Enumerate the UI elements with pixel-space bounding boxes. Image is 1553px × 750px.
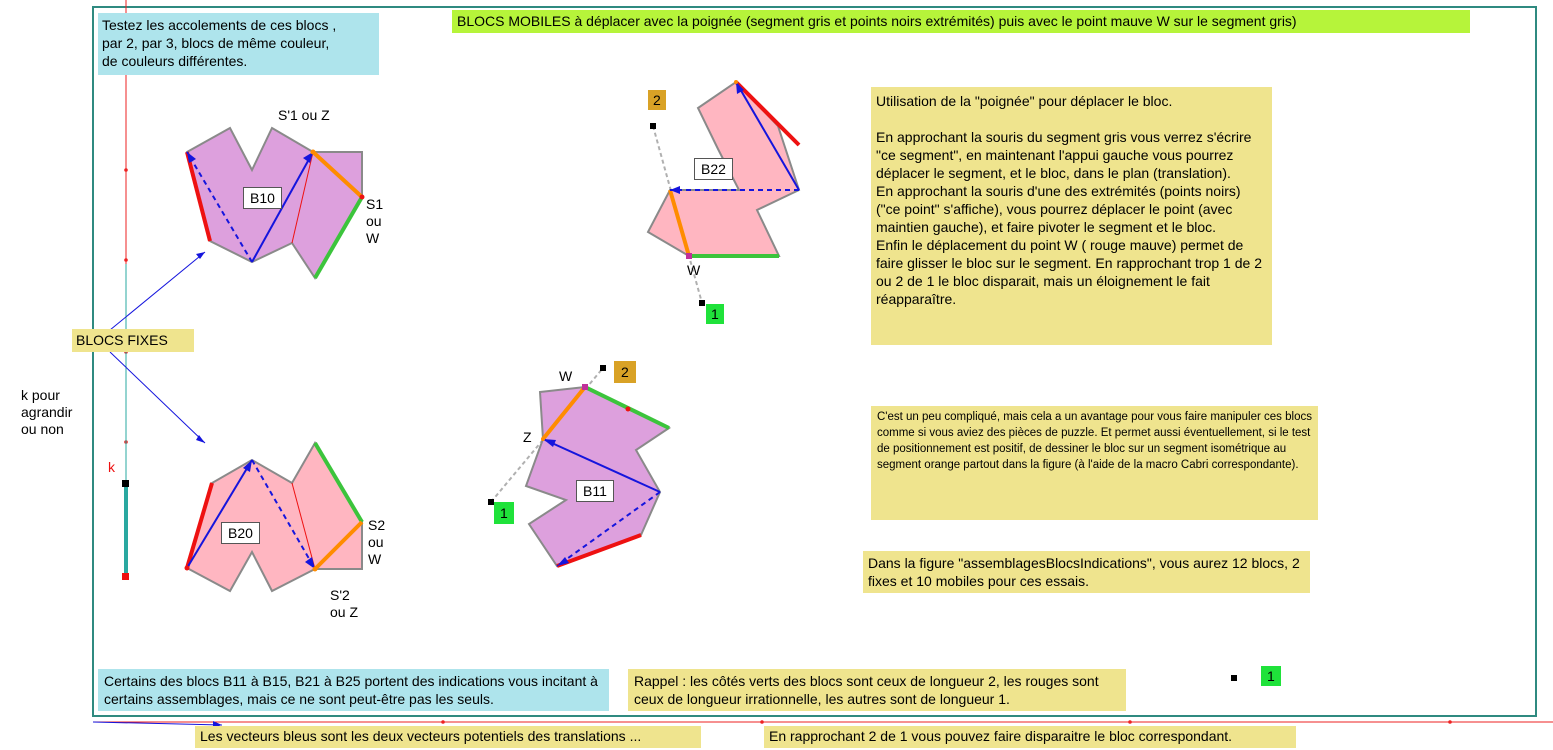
axis-point bbox=[760, 720, 764, 724]
label-s1-w: S1 ou W bbox=[366, 196, 384, 246]
handle-tag-1-b22: 1 bbox=[706, 304, 724, 324]
pointer-arrow-to-b20 bbox=[110, 352, 205, 443]
handle-tag-2-b22: 2 bbox=[648, 90, 666, 110]
axis-point bbox=[1448, 720, 1452, 724]
mobile-blocks-title: BLOCS MOBILES à déplacer avec la poignée (segment gris et points noirs extrémités) puis avec le point mauve W sur le segment gris) bbox=[452, 10, 1470, 33]
label-s2-prime-z: S'2 ou Z bbox=[330, 587, 359, 620]
label-z-b11: Z bbox=[523, 429, 532, 445]
label-s1-prime-z: S'1 ou Z bbox=[278, 107, 330, 123]
vertex-point bbox=[541, 437, 545, 441]
label-s2-w: S2 ou W bbox=[368, 517, 386, 567]
note-certains-blocs: Certains des blocs B11 à B15, B21 à B25 portent des indications vous incitant à certains assemblages, mais ce ne sont peut-être pas les seuls. bbox=[98, 669, 609, 711]
note-complicated: C'est un peu compliqué, mais cela a un avantage pour vous faire manipuler ces blocs comme si vous aviez des pièces de puzzle. Et permet aussi éventuellement, si le test de positionnement est positif, de dessiner le bloc sur un segment isométrique au segment orange partout dans la figure (à l'aide de la macro Cabri correspondante). bbox=[871, 406, 1318, 520]
block-label-b10: B10 bbox=[243, 187, 282, 209]
w-point[interactable] bbox=[686, 253, 692, 259]
legend-point bbox=[1231, 675, 1237, 681]
note-usage: Utilisation de la "poignée" pour déplacer le bloc. En approchant la souris du segment gris vous verrez s'écrire "ce segment", en maintenant l'appui gauche vous pourrez déplacer le segment, et le bloc, dans le plan (translation). En approchant la souris d'une des extrémités (points noirs) ("ce point" s'affiche), vous pourrez déplacer le point (avec maintien gauche), et faire pivoter le segment et le bloc. Enfin le déplacement du point W ( rouge mauve) permet de faire glisser le bloc sur le segment. En rapprochant trop 1 de 2 ou 2 de 1 le bloc disparait, mais un éloignement le fait réapparaître. bbox=[871, 87, 1272, 345]
note-rappel: Rappel : les côtés verts des blocs sont ceux de longueur 2, les rouges sont ceux de longueur irrationnelle, les autres sont de longueur 1. bbox=[628, 669, 1126, 711]
w-point[interactable] bbox=[582, 384, 588, 390]
k-hint: k pour agrandir ou non bbox=[21, 387, 73, 437]
vertex-point bbox=[185, 566, 190, 571]
handle-tag-1-b11: 1 bbox=[494, 502, 514, 524]
note-test-accolements: Testez les accolements de ces blocs , par 2, par 3, blocs de même couleur, de couleurs différentes. bbox=[98, 13, 379, 75]
vertex-point bbox=[360, 195, 365, 200]
handle-endpoint-2[interactable] bbox=[600, 365, 606, 371]
note-rapprochant: En rapprochant 2 de 1 vous pouvez faire disparaitre le bloc correspondant. bbox=[764, 726, 1296, 748]
handle-endpoint-2[interactable] bbox=[650, 123, 656, 129]
handle-tag-1-legend: 1 bbox=[1261, 666, 1281, 686]
axis-point bbox=[124, 168, 128, 172]
k-slider-base bbox=[122, 573, 129, 580]
k-label: k bbox=[108, 459, 115, 475]
note-blocs-fixes: BLOCS FIXES bbox=[72, 329, 194, 352]
label-w-b22: W bbox=[687, 262, 701, 278]
vertex-point bbox=[313, 567, 318, 572]
block-b20 bbox=[185, 443, 363, 591]
block-label-b11: B11 bbox=[576, 480, 614, 502]
block-b11 bbox=[488, 365, 669, 566]
handle-tag-2-b11: 2 bbox=[614, 361, 636, 383]
note-vecteurs: Les vecteurs bleus sont les deux vecteurs potentiels des translations ... bbox=[195, 726, 701, 748]
vertex-point bbox=[311, 150, 316, 155]
pointer-arrow-to-b10 bbox=[110, 252, 205, 330]
axis-point bbox=[1128, 720, 1132, 724]
block-label-b20: B20 bbox=[221, 522, 260, 544]
block-b20-shape bbox=[187, 443, 362, 591]
handle-endpoint-1[interactable] bbox=[699, 300, 705, 306]
block-b11-shape[interactable] bbox=[526, 387, 669, 566]
note-assemblages: Dans la figure "assemblagesBlocsIndications", vous aurez 12 blocs, 2 fixes et 10 mobiles pour ces essais. bbox=[863, 551, 1310, 593]
vertex-point bbox=[734, 80, 738, 84]
block-b22 bbox=[648, 80, 799, 306]
axis-point bbox=[124, 258, 128, 262]
vertex-point bbox=[626, 407, 631, 412]
axis-point bbox=[441, 720, 445, 724]
label-w-b11: W bbox=[559, 368, 573, 384]
k-slider-handle[interactable] bbox=[122, 480, 129, 487]
block-label-b22: B22 bbox=[694, 158, 733, 180]
